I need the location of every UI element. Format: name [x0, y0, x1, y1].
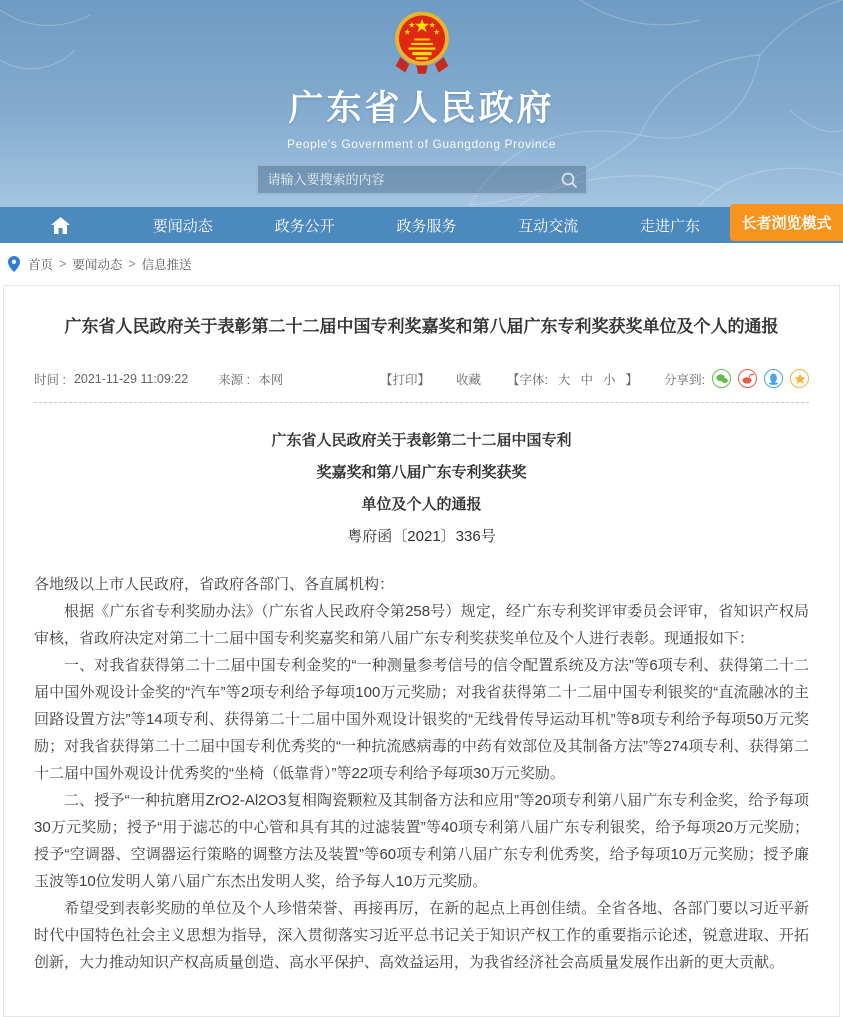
- article-card: [3, 285, 840, 1017]
- qzone-share-icon[interactable]: [790, 369, 809, 388]
- breadcrumb-separator: >: [128, 257, 136, 271]
- document-number: 粤府函〔2021〕336号: [347, 528, 496, 545]
- wechat-share-icon[interactable]: [712, 369, 731, 388]
- share-group: [664, 369, 809, 388]
- doc-heading-line: 单位及个人的通报: [361, 496, 482, 513]
- source-label: 来源 :: [218, 372, 251, 387]
- breadcrumb-separator: >: [59, 257, 67, 271]
- breadcrumb-home[interactable]: 首页: [28, 258, 54, 272]
- site-subtitle-english: People's Government of Guangdong Province: [286, 137, 557, 151]
- time-label: 时间 :: [34, 372, 66, 387]
- body-paragraph: 根据《广东省专利奖励办法》（广东省人民政府令第258号）规定，经广东专利奖评审委员会评审，省知识产权局审核，省政府决定对第二十二届中国专利奖嘉奖和第八届广东专利奖获奖单位及个人进行表彰。现通报如下：: [34, 603, 809, 647]
- meta-divider: [34, 402, 809, 403]
- font-size-control: [507, 370, 638, 388]
- body-paragraph: 希望受到表彰奖励的单位及个人珍惜荣誉、再接再厉，在新的起点上再创佳绩。全省各地、各部门要以习近平新时代中国特色社会主义思想为指导，深入贯彻落实习近平总书记关于知识产权工作的重要指示论述，锐意进取、开拓创新，大力推动知识产权高质量创造、高水平保护、高效益运用，为我省经济社会高质量发展作出新的更大贡献。: [34, 900, 809, 971]
- nav-item-gov-services[interactable]: [365, 207, 487, 243]
- site-header: [0, 0, 843, 207]
- qq-share-icon[interactable]: [764, 369, 783, 388]
- search-box: [256, 164, 588, 195]
- article-title: 广东省人民政府关于表彰第二十二届中国专利奖嘉奖和第八届广东专利奖获奖单位及个人的通报: [64, 317, 779, 336]
- font-size-small[interactable]: 小: [602, 372, 616, 387]
- weibo-share-icon[interactable]: [738, 369, 757, 388]
- search-input[interactable]: [258, 172, 552, 187]
- font-size-prefix: 【字体:: [506, 372, 548, 387]
- article-body: [34, 571, 809, 976]
- favorite-button[interactable]: 收藏: [455, 372, 481, 387]
- elder-mode-button[interactable]: 长者浏览模式: [730, 204, 843, 241]
- salutation-paragraph: 各地级以上市人民政府，省政府各部门、各直属机构：: [34, 576, 395, 593]
- font-size-medium[interactable]: 中: [580, 372, 593, 387]
- location-pin-icon: [8, 256, 20, 272]
- home-icon: [51, 217, 70, 234]
- main-navigation: [0, 207, 843, 243]
- print-button[interactable]: 【打印】: [379, 372, 430, 387]
- search-icon: [560, 171, 578, 189]
- nav-item-label: 要闻动态: [152, 217, 213, 235]
- nav-home[interactable]: [0, 207, 122, 243]
- font-size-suffix: 】: [625, 372, 639, 387]
- nav-item-interaction[interactable]: [487, 207, 609, 243]
- breadcrumb: [0, 243, 843, 285]
- share-label: 分享到:: [664, 372, 705, 387]
- nav-item-label: 政务公开: [274, 217, 335, 235]
- article-meta-row: [34, 369, 809, 388]
- site-title: 广东省人民政府: [288, 89, 555, 128]
- nav-item-news[interactable]: [122, 207, 244, 243]
- nav-item-gov-affairs[interactable]: [244, 207, 366, 243]
- document-heading: [34, 425, 809, 521]
- breadcrumb-info-push[interactable]: 信息推送: [141, 258, 192, 272]
- doc-heading-line: 奖嘉奖和第八届广东专利奖获奖: [316, 464, 527, 481]
- national-emblem: [390, 9, 454, 77]
- nav-item-label: 走进广东: [640, 217, 701, 235]
- body-paragraph: 二、授予“一种抗磨用ZrO2-Al2O3复相陶瓷颗粒及其制备方法和应用”等20项专利第八届广东专利金奖，给予每项30万元奖励；授予“用于滤芯的中心管和具有其的过滤装置”等40项专利第八届广东专利银奖，给予每项20万元奖励；授予“空调器、空调器运行策略的调整方法及装置”等60项专利第八届广东专利优秀奖，给予每项10万元奖励；授予廉玉波等10位发明人第八届广东杰出发明人奖，给予每人10万元奖励。: [34, 792, 809, 890]
- doc-heading-line: 广东省人民政府关于表彰第二十二届中国专利: [271, 432, 572, 449]
- publish-time: 2021-11-29 11:09:22: [73, 371, 189, 386]
- font-size-large[interactable]: 大: [557, 372, 571, 387]
- body-paragraph: 一、对我省获得第二十二届中国专利金奖的“一种测量参考信号的信令配置系统及方法”等6项专利、获得第二十二届中国外观设计金奖的“汽车”等2项专利给予每项100万元奖励；对我省获得第二十二届中国专利银奖的“直流融冰的主回路设置方法”等14项专利、获得第二十二届中国外观设计银奖的“无线骨传导运动耳机”等8项专利给予每项50万元奖励；对我省获得第二十二届中国专利优秀奖的“一种抗流感病毒的中药有效部位及其制备方法”等274项专利、获得第二十二届中国外观设计优秀奖的“坐椅（低靠背）”等22项专利给予每项30万元奖励。: [34, 657, 809, 782]
- nav-item-label: 互动交流: [518, 217, 579, 235]
- nav-item-label: 政务服务: [396, 217, 457, 235]
- source-value: 本网: [258, 372, 284, 387]
- search-button[interactable]: [552, 166, 586, 193]
- breadcrumb-news[interactable]: 要闻动态: [72, 258, 123, 272]
- nav-item-about-guangdong[interactable]: [609, 207, 731, 243]
